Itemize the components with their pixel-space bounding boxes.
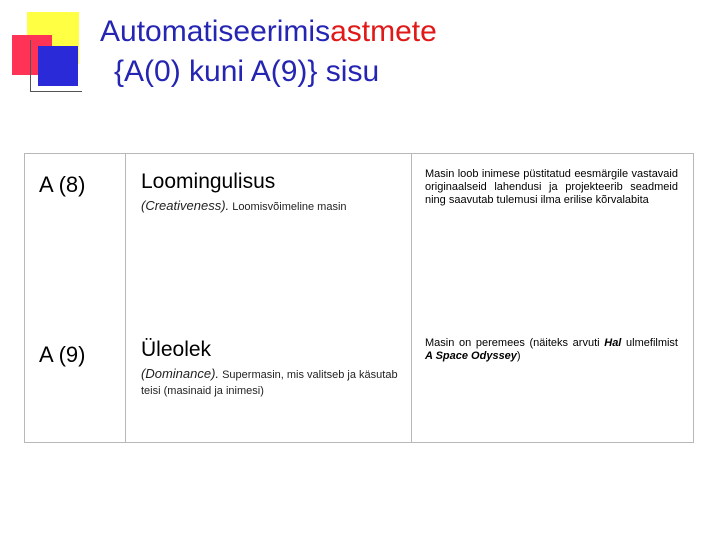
row-title-cell [141, 338, 403, 399]
desc-text: Masin on peremees (näiteks arvuti [425, 337, 605, 349]
desc-film: A Space Odyssey [425, 350, 517, 362]
title-line2: {A(0) kuni A(9)} sisu [114, 55, 380, 88]
row-heading: Loomingulisus [141, 170, 276, 193]
row-subtitle-text: Loomisvõimeline masin [229, 201, 347, 213]
row-description: Masin loob inimese püstitatud eesmärgile vastavaid originaalseid lahendusi ja projekteerib seadmeid ning saavutab tulemusi ilma erilise kõrvalabita [425, 168, 678, 206]
row-subtitle-text: Supermasin, mis valitseb ja käsutab teisi (masinaid ja inimesi) [141, 369, 398, 397]
desc-hal: Hal [604, 337, 622, 349]
title-accent: astmete [330, 15, 437, 48]
column-divider [411, 154, 412, 442]
row-english: (Dominance). [141, 366, 220, 381]
row-title-cell [141, 170, 403, 215]
row-subtitle [141, 366, 403, 399]
desc-text: ulmefilmist [621, 337, 678, 349]
column-divider [125, 154, 126, 442]
row-description [425, 337, 678, 363]
row-heading: Üleolek [141, 338, 212, 361]
desc-text: ) [516, 350, 521, 362]
title-main: Automatiseerimis [100, 15, 331, 48]
row-code: A (9) [39, 342, 86, 367]
levels-table [24, 153, 694, 443]
slide-title [100, 12, 700, 92]
decor-corner-line [30, 40, 82, 92]
row-subtitle [141, 198, 403, 215]
row-code: A (8) [39, 172, 86, 197]
row-english: (Creativeness). [141, 198, 230, 213]
